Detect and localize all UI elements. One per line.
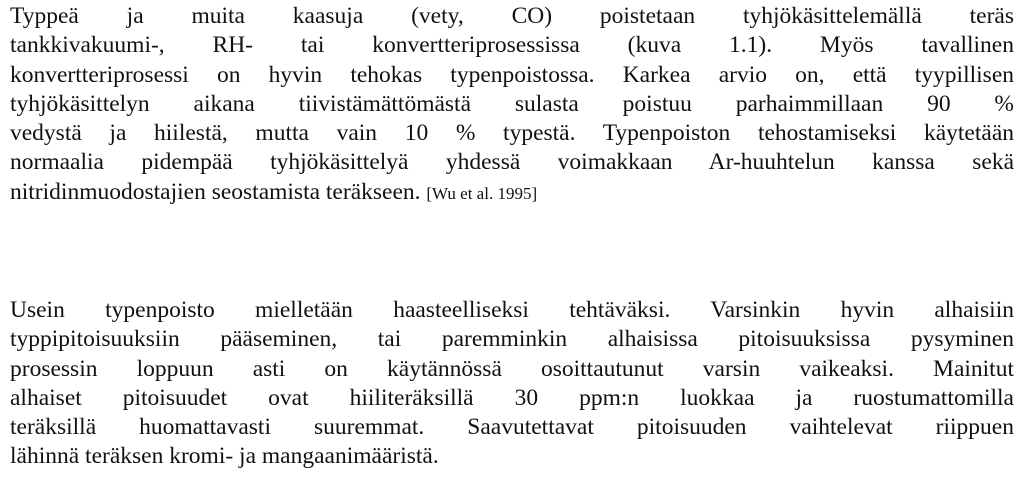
text-line: alhaiset pitoisuudet ovat hiiliteräksillä 30 ppm:n luokkaa ja ruostumattomilla xyxy=(10,384,1014,411)
text-line: tankkivakuumi-, RH- tai konvertteriprosessissa (kuva 1.1). Myös tavallinen xyxy=(10,32,1014,59)
citation: [Wu et al. 1995] xyxy=(426,183,538,203)
text-line: vedystä ja hiilestä, mutta vain 10 % typestä. Typenpoiston tehostamiseksi käytetään xyxy=(10,120,1014,147)
text-line: teräksillä huomattavasti suuremmat. Saavutettavat pitoisuuden vaihtelevat riippuen xyxy=(10,414,1014,441)
text-line: normaalia pidempää tyhjökäsittelyä yhdessä voimakkaan Ar-huuhtelun kanssa sekä xyxy=(10,149,1014,176)
text-line: prosessin loppuun asti on käytännössä osoittautunut varsin vaikeaksi. Mainitut xyxy=(10,355,1014,382)
paragraph-low-nitrogen-challenge xyxy=(10,296,1014,472)
text-line: Usein typenpoisto mielletään haasteelliseksi tehtäväksi. Varsinkin hyvin alhaisiin xyxy=(10,297,1014,323)
text-line: konvertteriprosessi on hyvin tehokas typenpoistossa. Karkea arvio on, että tyypillisen xyxy=(10,61,1014,88)
text-line: typpipitoisuuksiin pääseminen, tai paremminkin alhaisissa pitoisuuksissa pysyminen xyxy=(10,326,1014,353)
text-line: Typpeä ja muita kaasuja (vety, CO) poistetaan tyhjökäsittelemällä teräs xyxy=(10,3,1014,29)
text-line: nitridinmuodostajien seostamista teräkseen. xyxy=(10,178,421,205)
text-line: lähinnä teräksen kromi- ja mangaanimääristä. xyxy=(10,443,439,470)
text-line-with-citation xyxy=(10,178,1014,207)
text-line: tyhjökäsittelyn aikana tiivistämättömästä sulasta poistuu parhaimmillaan 90 % xyxy=(10,90,1014,117)
paragraph-nitrogen-removal xyxy=(10,2,1014,207)
